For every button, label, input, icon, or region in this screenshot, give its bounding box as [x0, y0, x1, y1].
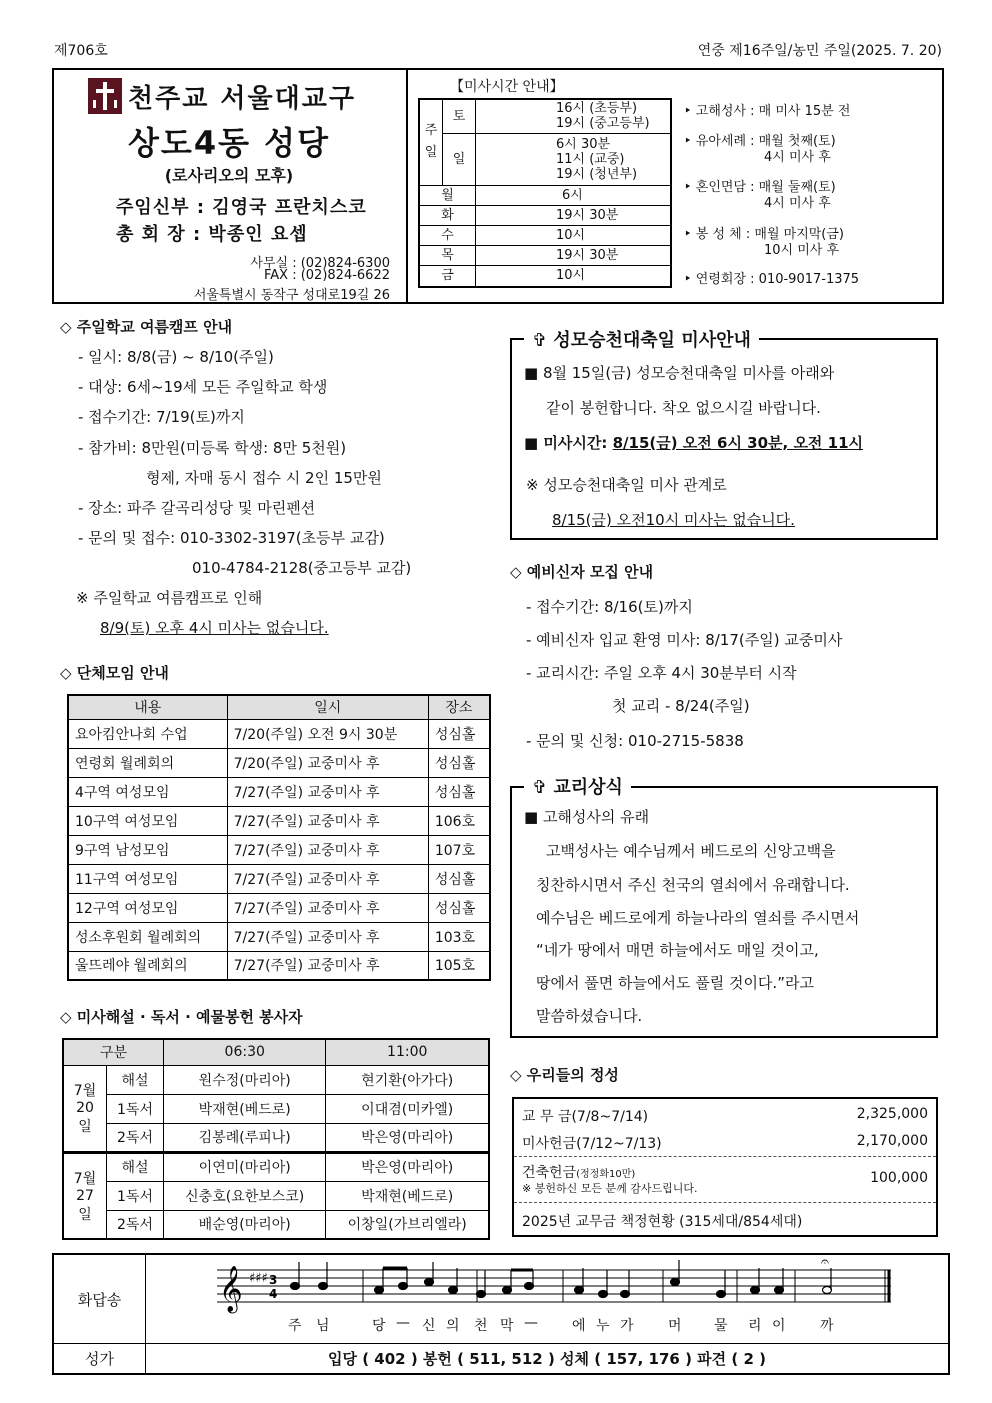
doctrine-line: 예수님은 베드로에게 하늘나라의 열쇠를 주시면서 [536, 909, 860, 927]
assumption-title: ✞ 성모승천대축일 미사안내 [524, 326, 759, 352]
table-row: 7월 20일 해설 원수정(마리아) 현기환(아가다) [63, 1065, 489, 1094]
offering-label: 건축헌금(정정화10만) [522, 1165, 636, 1181]
hymns-label: 성가 [53, 1344, 146, 1374]
mass-schedule-title: 【미사시간 안내】 [450, 79, 564, 95]
offering-summary: 2025년 교무금 책정현황 (315세대/854세대) [522, 1214, 803, 1230]
sun-label: 일 [443, 133, 476, 185]
camp-line: - 대상: 6세~19세 모든 주일학교 학생 [78, 378, 328, 396]
groups-table: 내용 일시 장소 요아킴안나회 수업 7/20(주일) 오전 9시 30분 성심홀 연령회 월례회의 7/20(주일) 교중미사 후 성심홀 4구역 여성모임 7/27(주일) 교중미사 후 성심홀 10구역 여성모임 7/27(주일) 교중미사 후 106호 9구역 남성모임 7/27(주일) 교중미사 후 107호 11구역 여성모임 7/27(주일) 교중미사 후 성심홀 12구역 여성모임 7/27(주일) 교중미사 후 성심홀 성소후원회 월례회의 7/27(주일) 교중미사 후 103호 울뜨레야 월례회의 7/27(주일) 교중미사 후 105호 [67, 694, 491, 981]
president-name: 총 회 장 : 박종인 요셉 [116, 224, 308, 245]
table-row: 10구역 여성모임 7/27(주일) 교중미사 후 106호 [68, 806, 490, 835]
table-row: 9구역 남성모임 7/27(주일) 교중미사 후 107호 [68, 835, 490, 864]
table-row: 4구역 여성모임 7/27(주일) 교중미사 후 성심홀 [68, 777, 490, 806]
offering-title: ◇ 우리들의 정성 [510, 1066, 619, 1084]
parish-name: 상도4동 성당 [128, 124, 330, 162]
camp-notice: 8/9(토) 오후 4시 미사는 없습니다. [100, 619, 329, 637]
table-row: 11구역 여성모임 7/27(주일) 교중미사 후 성심홀 [68, 864, 490, 893]
mass-row: 목 19시 30분 [419, 245, 671, 265]
assumption-note: ※ 성모승천대축일 미사 관계로 [526, 476, 727, 494]
servers-title: ◇ 미사해설 · 독서 · 예물봉헌 봉사자 [60, 1008, 303, 1026]
archdiocese-logo-icon [88, 78, 122, 114]
sun-times: 6시 30분 11시 (교중) 19시 (청년부) [476, 133, 672, 185]
mass-row: 화 19시 30분 [419, 205, 671, 225]
camp-line: - 문의 및 접수: 010-3302-3197(초등부 교감) [78, 529, 385, 547]
camp-line: 010-4784-2128(중고등부 교감) [192, 559, 412, 577]
patron-name: (로사리오의 모후) [164, 166, 294, 185]
parish-address: 서울특별시 동작구 성대로19길 26 [193, 288, 390, 303]
psalm-score [146, 1254, 950, 1344]
assumption-note: 8/15(금) 오전10시 미사는 없습니다. [552, 511, 795, 529]
catechumen-line: - 접수기간: 8/16(토)까지 [526, 598, 693, 616]
camp-line: - 일시: 8/8(금) ~ 8/10(주일) [78, 348, 274, 366]
mass-row: 월 6시 [419, 185, 671, 205]
camp-line: ※ 주일학교 여름캠프로 인해 [76, 589, 263, 607]
table-row: 1독서 신충호(요한보스코) 박재현(베드로) [63, 1181, 489, 1210]
offering-note: ※ 봉헌하신 모든 분께 감사드립니다. [522, 1182, 698, 1195]
offering-value: 2,325,000 [856, 1106, 928, 1122]
psalm-label: 화답송 [53, 1254, 146, 1344]
psalm-lyrics: 주 님 당 — 신 의 천 막 — 에 누 가 머 물 리 이 까 [288, 1315, 834, 1334]
offering-value: 2,170,000 [856, 1133, 928, 1149]
table-row: 연령회 월례회의 7/20(주일) 교중미사 후 성심홀 [68, 748, 490, 777]
svg-text:♯♯♯: ♯♯♯ [249, 1271, 268, 1286]
doctrine-line: 말씀하셨습니다. [536, 1007, 643, 1025]
catechumen-title: ◇ 예비신자 모집 안내 [510, 563, 654, 581]
assumption-line: ■ 8월 15일(금) 성모승천대축일 미사를 아래와 [524, 364, 835, 382]
svg-text:4: 4 [269, 1287, 278, 1301]
doctrine-line: “네가 땅에서 매면 하늘에서도 매일 것이고, [536, 941, 819, 959]
mass-row: 금 10시 [419, 265, 671, 287]
servers-table: 구분 06:30 11:00 7월 20일 해설 원수정(마리아) 현기환(아가다) 1독서 박재현(베드로) 이대겸(미카엘) 2독서 김봉례(루피나) 박은영(마리아) 7월 27일 해설 이연미(마리아) 박은영(마리아) 1독서 신충호(요한보스코) 박재현(베드로) 2독서 배순영(마리아) 이창일(가브리엘라) [62, 1038, 490, 1240]
office-phone: 사무실 : (02)824-6300 [250, 256, 390, 271]
assumption-time: ■ 미사시간: 8/15(금) 오전 6시 30분, 오전 11시 [524, 434, 864, 452]
sunday-label: 주 일 [419, 99, 443, 185]
note-baptism: ‣ 유아세례 : 매월 첫째(토) 4시 미사 후 [684, 134, 836, 165]
hymns-list: 입당 ( 402 ) 봉헌 ( 511, 512 ) 성체 ( 157, 176 ) 파견 ( 2 ) [146, 1344, 950, 1374]
pastor-name: 주임신부 : 김영국 프란치스코 [116, 197, 367, 218]
table-row: 7월 27일 해설 이연미(마리아) 박은영(마리아) [63, 1152, 489, 1181]
offering-value: 100,000 [870, 1170, 928, 1186]
camp-line: - 접수기간: 7/19(토)까지 [78, 408, 245, 426]
svg-text:𝄐: 𝄐 [821, 1256, 829, 1270]
doctrine-line: 고백성사는 예수님께서 베드로의 신앙고백을 [546, 842, 836, 860]
groups-title: ◇ 단체모임 안내 [60, 664, 169, 682]
fax-number: FAX : (02)824-6622 [263, 268, 390, 283]
offering-label: 미사헌금(7/12~7/13) [522, 1136, 662, 1152]
table-row: 성소후원회 월례회의 7/27(주일) 교중미사 후 103호 [68, 922, 490, 951]
offering-label: 교 무 금(7/8~7/14) [522, 1109, 649, 1125]
svg-text:𝄞: 𝄞 [219, 1266, 243, 1312]
camp-line: - 참가비: 8만원(미등록 학생: 8만 5천원) [78, 439, 347, 457]
note-funeral: ‣ 연령회장 : 010-9017-1375 [684, 272, 860, 287]
table-row: 울뜨레야 월례회의 7/27(주일) 교중미사 후 105호 [68, 951, 490, 980]
doctrine-title: ✞ 교리상식 [524, 773, 631, 799]
doctrine-line: 땅에서 풀면 하늘에서도 풀릴 것이다.”라고 [536, 974, 814, 992]
bottom-table [52, 1253, 950, 1375]
issue-number: 제706호 [54, 43, 108, 59]
sat-times: 16시 (초등부) 19시 (중고등부) [476, 99, 672, 133]
catechumen-line: - 예비신자 입교 환영 미사: 8/17(주일) 교중미사 [526, 631, 843, 649]
sat-label: 토 [443, 99, 476, 133]
table-row: 2독서 배순영(마리아) 이창일(가브리엘라) [63, 1210, 489, 1239]
table-row: 12구역 여성모임 7/27(주일) 교중미사 후 성심홀 [68, 893, 490, 922]
table-row: 2독서 김봉례(루피나) 박은영(마리아) [63, 1123, 489, 1152]
mass-schedule-table [418, 98, 672, 288]
table-row: 1독서 박재현(베드로) 이대겸(미카엘) [63, 1094, 489, 1123]
note-communion: ‣ 봉 성 체 : 매월 마지막(금) 10시 미사 후 [684, 227, 845, 258]
divider [514, 1156, 936, 1157]
svg-text:3: 3 [269, 1273, 278, 1287]
doctrine-heading: ■ 고해성사의 유래 [524, 808, 650, 826]
note-confession: ‣ 고해성사 : 매 미사 15분 전 [684, 104, 851, 119]
note-marriage: ‣ 혼인면담 : 매월 둘째(토) 4시 미사 후 [684, 180, 836, 211]
catechumen-line: 첫 교리 - 8/24(주일) [612, 697, 750, 715]
archdiocese-name: 천주교 서울대교구 [128, 84, 356, 114]
camp-line: 형제, 자매 동시 접수 시 2인 15만원 [146, 469, 382, 487]
divider [514, 1202, 936, 1203]
masthead-divider [406, 68, 408, 304]
catechumen-line: - 교리시간: 주일 오후 4시 30분부터 시작 [526, 664, 797, 682]
mass-row: 수 10시 [419, 225, 671, 245]
assumption-line: 같이 봉헌합니다. 착오 없으시길 바랍니다. [546, 399, 821, 417]
camp-line: - 장소: 파주 갈곡리성당 및 마린펜션 [78, 499, 316, 517]
issue-date: 연중 제16주일/농민 주일(2025. 7. 20) [697, 43, 942, 59]
camp-title: ◇ 주일학교 여름캠프 안내 [60, 318, 233, 336]
catechumen-line: - 문의 및 신청: 010-2715-5838 [526, 732, 744, 750]
table-row: 요아킴안나회 수업 7/20(주일) 오전 9시 30분 성심홀 [68, 719, 490, 748]
doctrine-line: 칭찬하시면서 주신 천국의 열쇠에서 유래합니다. [536, 876, 850, 894]
